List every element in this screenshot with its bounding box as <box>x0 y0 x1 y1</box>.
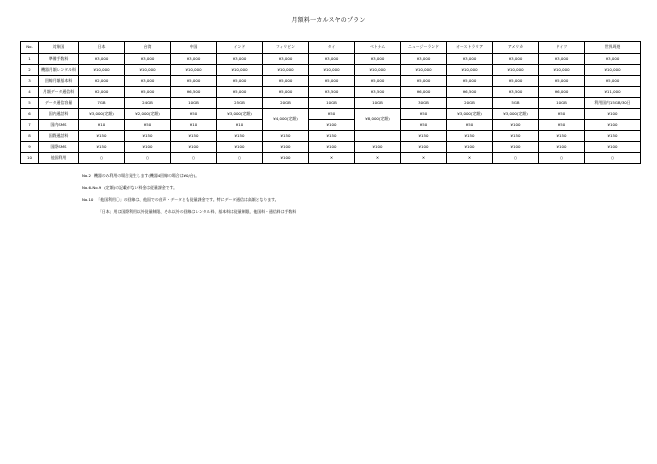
table-cell: ¥6,500 <box>447 87 493 98</box>
table-row <box>21 131 641 142</box>
header-cell: アメリカ <box>493 42 539 54</box>
row-label: データ通信容量 <box>39 98 79 109</box>
table-cell: ¥5,000 <box>171 76 217 87</box>
row-number: 3 <box>21 76 39 87</box>
table-cell: ¥100 <box>539 142 585 153</box>
table-cell: ¥150 <box>125 131 171 142</box>
table-cell: ¥150 <box>79 142 125 153</box>
table-cell: ✕ <box>401 153 447 164</box>
row-number: 1 <box>21 54 39 65</box>
table-cell: ¥150 <box>309 131 355 142</box>
note-label: No.10 <box>82 197 94 202</box>
header-cell: 対象国 <box>39 42 79 54</box>
table-cell: ¥100 <box>309 142 355 153</box>
header-cell: ベトナム <box>355 42 401 54</box>
table-cell: ¥100 <box>493 142 539 153</box>
table-cell: ¥100 <box>585 142 641 153</box>
table-cell: ¥50 <box>125 120 171 131</box>
table-cell: ○ <box>125 153 171 164</box>
table-cell: ¥10,000 <box>355 65 401 76</box>
header-cell: ニュージーランド <box>401 42 447 54</box>
table-cell: ○ <box>585 153 641 164</box>
table-cell: ¥100 <box>401 142 447 153</box>
table-cell: ¥10,000 <box>171 65 217 76</box>
row-number: 6 <box>21 109 39 120</box>
table-cell: ¥100 <box>125 142 171 153</box>
table-cell: ¥5,000 <box>355 76 401 87</box>
table-cell: ¥150 <box>217 131 263 142</box>
table-cell: ¥100 <box>585 120 641 131</box>
header-cell: タイ <box>309 42 355 54</box>
table-cell: ¥100 <box>355 142 401 153</box>
row-label: 国内通話料 <box>39 109 79 120</box>
table-cell: ¥5,000 <box>585 76 641 87</box>
row-label: 回線月額基本料 <box>39 76 79 87</box>
table-cell: ¥50 <box>539 120 585 131</box>
row-label: 国際通話料 <box>39 131 79 142</box>
table-cell: ¥6,500 <box>171 87 217 98</box>
table-cell: ¥3,000 <box>355 54 401 65</box>
table-cell: ¥3,000 <box>171 54 217 65</box>
row-label: 月額データ通信料 <box>39 87 79 98</box>
note-label: No.2 <box>82 173 91 178</box>
table-row <box>21 142 641 153</box>
table-cell: ¥150 <box>447 131 493 142</box>
page-title: 月額料一カルスヤのプラン <box>291 17 366 24</box>
table-cell: ¥3,000 <box>493 54 539 65</box>
row-number: 2 <box>21 65 39 76</box>
table-row <box>21 54 641 65</box>
table-row <box>21 120 641 131</box>
table-row <box>21 76 641 87</box>
note-text: 機器のみ利用の場合発生します(機器4回線の場合は¥0/台)。 <box>93 173 200 178</box>
header-cell: ドイツ <box>539 42 585 54</box>
table-cell: 5GB <box>493 98 539 109</box>
table-row <box>21 153 641 164</box>
table-cell: ¥5,000 <box>263 87 309 98</box>
table-cell: ¥5,000 <box>217 87 263 98</box>
table-cell: ¥50 <box>447 120 493 131</box>
row-number: 8 <box>21 131 39 142</box>
header-cell: インド <box>217 42 263 54</box>
table-cell: ¥11,000 <box>585 87 641 98</box>
table-header-row <box>21 42 641 54</box>
table-cell: ¥100 <box>309 120 355 131</box>
plan-table <box>20 41 641 164</box>
table-cell: 25GB <box>217 98 263 109</box>
table-cell: ¥100 <box>171 142 217 153</box>
table-cell: ¥10,000 <box>447 65 493 76</box>
table-cell: ¥100 <box>217 142 263 153</box>
table-cell: ¥3,000 <box>401 54 447 65</box>
table-cell: ¥150 <box>585 131 641 142</box>
table-cell: ¥3,000 <box>447 54 493 65</box>
table-cell: ¥150 <box>171 131 217 142</box>
table-cell: 利用国内15GB/30日 <box>585 98 641 109</box>
table-cell: ○ <box>171 153 217 164</box>
header-cell: No. <box>21 42 39 54</box>
table-cell: ¥50 <box>401 120 447 131</box>
table-cell: ¥3,000 <box>217 54 263 65</box>
table-row <box>21 87 641 98</box>
note-line <box>98 210 296 214</box>
table-cell: ¥10,000 <box>125 65 171 76</box>
table-cell: ¥2,000 <box>79 76 125 87</box>
row-number: 9 <box>21 142 39 153</box>
table-cell: ¥10,000 <box>539 65 585 76</box>
table-cell: 20GB <box>263 98 309 109</box>
row-label: 国際SMS <box>39 142 79 153</box>
table-cell: ¥5,000 <box>539 76 585 87</box>
table-cell: ✕ <box>447 153 493 164</box>
table-cell: ¥3,000(定額) <box>447 109 493 120</box>
table-cell: ¥5,000 <box>493 76 539 87</box>
table-cell: ¥50 <box>309 109 355 120</box>
table-cell: ¥5,000 <box>125 87 171 98</box>
table-cell: ¥8,000(定額) <box>355 109 401 131</box>
header-cell: オーストラリア <box>447 42 493 54</box>
note-line <box>82 174 199 178</box>
table-cell: 30GB <box>401 98 447 109</box>
table-cell: ¥10 <box>171 120 217 131</box>
table-cell: ¥5,000 <box>217 76 263 87</box>
table-cell: ¥6,000 <box>401 87 447 98</box>
table-cell: ○ <box>539 153 585 164</box>
row-number: 7 <box>21 120 39 131</box>
table-cell: ¥10,000 <box>401 65 447 76</box>
table-cell: ¥3,000 <box>125 76 171 87</box>
table-cell: ○ <box>217 153 263 164</box>
table-cell: ○ <box>493 153 539 164</box>
header-cell: フィリピン <box>263 42 309 54</box>
table-cell: ¥50 <box>401 109 447 120</box>
table-cell: ¥50 <box>539 109 585 120</box>
table-row <box>21 98 641 109</box>
table-cell: ¥10,000 <box>79 65 125 76</box>
table-cell: 10GB <box>309 98 355 109</box>
table-cell: ¥3,000 <box>585 54 641 65</box>
row-label: 他国利用 <box>39 153 79 164</box>
table-cell: ¥150 <box>401 131 447 142</box>
table-cell: 24GB <box>125 98 171 109</box>
table-cell: 10GB <box>355 98 401 109</box>
table-cell: ¥10,000 <box>217 65 263 76</box>
table-cell: ¥5,000 <box>263 76 309 87</box>
table-cell: ¥3,000(定額) <box>79 109 125 120</box>
table-cell: ✕ <box>309 153 355 164</box>
note-label: No.6-No.9 <box>82 185 102 190</box>
table-cell: ¥2,000 <box>79 87 125 98</box>
table-cell: 20GB <box>447 98 493 109</box>
table-cell: ¥150 <box>493 131 539 142</box>
table-cell: ¥5,000 <box>447 76 493 87</box>
table-cell: ¥10 <box>217 120 263 131</box>
row-label: 準備手数料 <box>39 54 79 65</box>
table-cell: ¥10,000 <box>309 65 355 76</box>
note-text: (定額)の記載がない料金は従量課金です。 <box>104 185 178 190</box>
row-number: 4 <box>21 87 39 98</box>
table-cell: ○ <box>79 153 125 164</box>
note-text: 「他国利用〇」の回線は、他国での音声・データとも従量課金です。特にデータ通信は高額となります。 <box>96 197 279 202</box>
header-cell: 世界周遊 <box>585 42 641 54</box>
note-text: 「日本」用は国際利用以外従量制限、それ以外の回線はレンタル料、基本料は従量制限、他国料・通信料は手数料 <box>98 209 297 214</box>
table-cell: ¥100 <box>263 142 309 153</box>
row-label: 国内SMS <box>39 120 79 131</box>
table-cell: ¥2,000(定額) <box>125 109 171 120</box>
table-cell: ¥3,000 <box>79 54 125 65</box>
table-row <box>21 109 641 120</box>
header-cell: 日本 <box>79 42 125 54</box>
table-cell: ¥3,000(定額) <box>217 109 263 120</box>
note-line <box>82 198 279 202</box>
table-cell: ✕ <box>355 153 401 164</box>
table-cell <box>355 131 401 142</box>
row-number: 5 <box>21 98 39 109</box>
header-cell: 台湾 <box>125 42 171 54</box>
table-cell: ¥10,000 <box>263 65 309 76</box>
table-cell: ¥3,500 <box>493 87 539 98</box>
table-cell: 10GB <box>171 98 217 109</box>
table-cell: ¥50 <box>171 109 217 120</box>
table-row <box>21 65 641 76</box>
table-cell: ¥6,000 <box>539 87 585 98</box>
table-cell: 10GB <box>539 98 585 109</box>
table-cell: ¥3,500 <box>309 87 355 98</box>
table-cell: ¥4,000(定額) <box>263 109 309 131</box>
row-label: 機器月額レンタル料 <box>39 65 79 76</box>
note-line <box>82 186 177 190</box>
table-cell: ¥10,000 <box>585 65 641 76</box>
table-cell: ¥3,000 <box>309 54 355 65</box>
table-cell: ¥100 <box>585 109 641 120</box>
table-cell: ¥5,000 <box>401 76 447 87</box>
header-cell: 中国 <box>171 42 217 54</box>
table-cell: ¥10,000 <box>493 65 539 76</box>
table-cell: ¥3,000(定額) <box>493 109 539 120</box>
table-cell: ¥5,000 <box>309 76 355 87</box>
table-cell: ¥150 <box>263 131 309 142</box>
table-cell: ¥3,000 <box>125 54 171 65</box>
table-cell: ¥3,000 <box>539 54 585 65</box>
table-cell: ¥150 <box>539 131 585 142</box>
table-cell: ¥3,000 <box>263 54 309 65</box>
table-cell: ¥150 <box>79 131 125 142</box>
table-cell: ¥100 <box>493 120 539 131</box>
table-cell: 7GB <box>79 98 125 109</box>
table-cell: ¥3,500 <box>355 87 401 98</box>
table-cell: ¥100 <box>447 142 493 153</box>
table-cell: ¥100 <box>263 153 309 164</box>
table-cell: ¥10 <box>79 120 125 131</box>
row-number: 10 <box>21 153 39 164</box>
